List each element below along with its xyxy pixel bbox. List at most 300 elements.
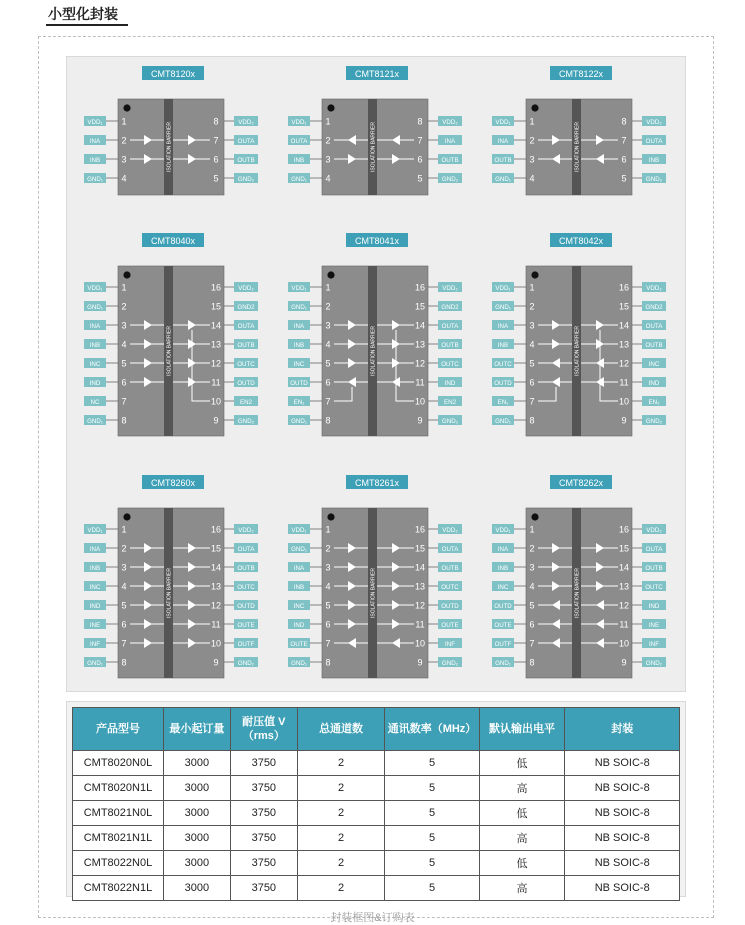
pin-label: OUTE bbox=[441, 621, 459, 629]
barrier-label: ISOLATION BARRIER bbox=[166, 326, 173, 376]
table-cell: 3750 bbox=[230, 851, 297, 876]
pin-number: 3 bbox=[325, 320, 331, 331]
pin-label: INB bbox=[89, 564, 101, 572]
pin-number: 14 bbox=[210, 320, 222, 331]
pin-number: 1 bbox=[529, 524, 535, 535]
pin-label: GND₂ bbox=[645, 659, 663, 667]
pin-number: 11 bbox=[415, 377, 425, 388]
pin-number: 16 bbox=[210, 282, 222, 293]
barrier-label: ISOLATION BARRIER bbox=[370, 568, 377, 618]
table-cell: 5 bbox=[385, 751, 479, 776]
table-cell: 3000 bbox=[163, 876, 230, 901]
pin-number: 2 bbox=[325, 543, 331, 554]
pin-number: 13 bbox=[618, 339, 630, 350]
figure-caption: 封装框图&订购表 bbox=[330, 912, 415, 924]
table-cell: 低 bbox=[479, 801, 565, 826]
pin-label: INA bbox=[497, 322, 509, 330]
table-row bbox=[73, 876, 680, 901]
package-cmt8120x bbox=[84, 66, 258, 195]
pin-number: 4 bbox=[325, 173, 331, 184]
pin-number: 4 bbox=[325, 581, 331, 592]
pin-number: 12 bbox=[618, 600, 630, 611]
pin-number: 8 bbox=[213, 116, 219, 127]
pin-label: OUTD bbox=[494, 379, 512, 387]
pin-label: GND2 bbox=[645, 303, 663, 311]
pin-number: 9 bbox=[417, 415, 423, 426]
pin-number: 2 bbox=[121, 135, 127, 146]
section-title: 小型化封装 bbox=[48, 6, 118, 22]
table-cell: CMT8020N0L bbox=[73, 751, 164, 776]
pin-number: 2 bbox=[121, 543, 127, 554]
pin-label: GND₁ bbox=[291, 545, 307, 553]
package-name: CMT8041x bbox=[354, 236, 400, 246]
pin-label: GND₂ bbox=[441, 175, 459, 183]
pin-number: 5 bbox=[621, 173, 627, 184]
pin-number: 1 bbox=[325, 282, 331, 293]
pin-label: GND₁ bbox=[87, 417, 103, 425]
pin-number: 11 bbox=[211, 377, 221, 388]
pin-number: 5 bbox=[529, 600, 535, 611]
pin-number: 5 bbox=[213, 173, 219, 184]
table-row bbox=[73, 776, 680, 801]
pin-label: VDD₂ bbox=[238, 284, 254, 292]
pin-label: OUTD bbox=[237, 602, 255, 610]
pin-label: OUTC bbox=[441, 360, 459, 368]
pin-number: 12 bbox=[414, 358, 426, 369]
table-cell: 2 bbox=[297, 776, 385, 801]
table-cell: CMT8021N1L bbox=[73, 826, 164, 851]
pin-number: 3 bbox=[121, 562, 127, 573]
pin-label: OUTA bbox=[441, 545, 459, 553]
pin-number: 14 bbox=[414, 320, 426, 331]
pin-number: 3 bbox=[325, 154, 331, 165]
table-cell: NB SOIC-8 bbox=[565, 851, 680, 876]
pin-number: 5 bbox=[325, 600, 331, 611]
pin-label: IND bbox=[89, 602, 101, 610]
pin-label: INC bbox=[497, 583, 509, 591]
table-cell: CMT8022N0L bbox=[73, 851, 164, 876]
pin-number: 13 bbox=[210, 339, 222, 350]
package-name: CMT8121x bbox=[354, 69, 400, 79]
pin-number: 11 bbox=[415, 619, 425, 630]
pin-label: INC bbox=[293, 602, 305, 610]
pin-number: 10 bbox=[414, 396, 426, 407]
pin-label: VDD₂ bbox=[442, 284, 458, 292]
pin-label: OUTE bbox=[494, 621, 512, 629]
pin-number: 5 bbox=[121, 600, 127, 611]
pin-number: 1 bbox=[529, 116, 535, 127]
pin-label: EN2 bbox=[239, 398, 253, 406]
pin-label: OUTA bbox=[645, 322, 663, 330]
barrier-label: ISOLATION BARRIER bbox=[574, 326, 581, 376]
pin-number: 6 bbox=[417, 154, 423, 165]
pin-number: 3 bbox=[529, 320, 535, 331]
pin-label: VDD₂ bbox=[646, 284, 662, 292]
column-header: 默认输出电平 bbox=[479, 708, 565, 751]
pin-number: 10 bbox=[210, 396, 222, 407]
barrier-label: ISOLATION BARRIER bbox=[370, 122, 377, 172]
pin-number: 14 bbox=[414, 562, 426, 573]
pin-label: INB bbox=[293, 341, 305, 349]
pin-label: VDD₂ bbox=[646, 526, 662, 534]
pin-number: 16 bbox=[210, 524, 222, 535]
pin-number: 8 bbox=[529, 657, 535, 668]
pin-number: 1 bbox=[121, 116, 127, 127]
pin-number: 7 bbox=[621, 135, 627, 146]
title-underline bbox=[46, 24, 128, 26]
pin-number: 16 bbox=[618, 282, 630, 293]
table-cell: 3000 bbox=[163, 801, 230, 826]
pin-label: GND₁ bbox=[495, 659, 511, 667]
package-name: CMT8120x bbox=[150, 69, 196, 79]
pin-number: 15 bbox=[414, 543, 426, 554]
pin-label: OUTB bbox=[441, 564, 459, 572]
pin-label: INC bbox=[89, 583, 101, 591]
pin-number: 1 bbox=[121, 282, 127, 293]
pin-label: VDD₁ bbox=[291, 284, 307, 292]
pin-label: VDD₂ bbox=[238, 526, 254, 534]
pin-number: 14 bbox=[210, 562, 222, 573]
pin-label: OUTB bbox=[441, 156, 459, 164]
pin-label: OUTC bbox=[645, 583, 663, 591]
pin-label: INE bbox=[648, 621, 660, 629]
pin-number: 6 bbox=[121, 377, 127, 388]
pin-number: 2 bbox=[325, 301, 331, 312]
pin-label: OUTE bbox=[237, 621, 255, 629]
pin-label: INA bbox=[89, 545, 101, 553]
pin-number: 13 bbox=[210, 581, 222, 592]
pin-label: VDD₁ bbox=[87, 118, 103, 126]
package-name: CMT8042x bbox=[558, 236, 604, 246]
pin-label: VDD₂ bbox=[238, 118, 254, 126]
pin1-dot bbox=[327, 104, 334, 111]
pin-label: OUTA bbox=[290, 137, 308, 145]
package-cmt8040x bbox=[84, 233, 258, 436]
pin-label: INE bbox=[89, 621, 101, 629]
table-cell: CMT8020N1L bbox=[73, 776, 164, 801]
pin-number: 12 bbox=[414, 600, 426, 611]
pin-label: OUTA bbox=[645, 545, 663, 553]
pin-number: 10 bbox=[618, 638, 630, 649]
pin-label: IND bbox=[293, 621, 305, 629]
pin-label: GND₂ bbox=[645, 175, 663, 183]
pin-label: VDD₂ bbox=[646, 118, 662, 126]
table-cell: NB SOIC-8 bbox=[565, 826, 680, 851]
pin-label: OUTF bbox=[494, 640, 512, 648]
table-cell: 高 bbox=[479, 776, 565, 801]
pin-number: 6 bbox=[529, 619, 535, 630]
table-cell: 高 bbox=[479, 876, 565, 901]
pin-label: GND₂ bbox=[237, 659, 255, 667]
pin-label: VDD₂ bbox=[442, 526, 458, 534]
pin-number: 7 bbox=[325, 396, 331, 407]
pin-label: GND₂ bbox=[441, 659, 459, 667]
pin-number: 15 bbox=[210, 301, 222, 312]
pin-number: 15 bbox=[618, 301, 630, 312]
pin-number: 1 bbox=[121, 524, 127, 535]
table-cell: NB SOIC-8 bbox=[565, 801, 680, 826]
pin-number: 11 bbox=[619, 619, 629, 630]
pin-number: 8 bbox=[325, 657, 331, 668]
pin-label: OUTB bbox=[645, 564, 663, 572]
pin-label: IND bbox=[444, 379, 456, 387]
table-cell: 2 bbox=[297, 876, 385, 901]
pin-label: INB bbox=[89, 156, 101, 164]
pin-number: 14 bbox=[618, 562, 630, 573]
table-cell: NB SOIC-8 bbox=[565, 751, 680, 776]
pin-number: 1 bbox=[325, 116, 331, 127]
barrier-label: ISOLATION BARRIER bbox=[574, 122, 581, 172]
pin-label: GND2 bbox=[441, 303, 459, 311]
pin-number: 13 bbox=[414, 581, 426, 592]
pin-label: OUTA bbox=[237, 545, 255, 553]
pin-label: EN₁ bbox=[497, 398, 509, 406]
pin-number: 4 bbox=[529, 173, 535, 184]
table-row bbox=[73, 801, 680, 826]
pin-label: GND₁ bbox=[291, 303, 307, 311]
package-cmt8042x bbox=[492, 233, 666, 436]
table-row bbox=[73, 826, 680, 851]
pin-label: INA bbox=[293, 322, 305, 330]
pin1-dot bbox=[123, 104, 130, 111]
pin-label: EN₂ bbox=[648, 398, 660, 406]
pin-number: 3 bbox=[121, 154, 127, 165]
table-cell: 3000 bbox=[163, 751, 230, 776]
table-cell: NB SOIC-8 bbox=[565, 776, 680, 801]
package-cmt8261x bbox=[288, 475, 462, 678]
pin-label: GND₁ bbox=[495, 303, 511, 311]
pin-number: 15 bbox=[414, 301, 426, 312]
pin-label: GND₁ bbox=[87, 659, 103, 667]
column-header: 封装 bbox=[565, 708, 680, 751]
pin-number: 7 bbox=[325, 638, 331, 649]
package-cmt8041x bbox=[288, 233, 462, 436]
pin-number: 13 bbox=[414, 339, 426, 350]
pin-label: GND₁ bbox=[291, 417, 307, 425]
pin-number: 8 bbox=[529, 415, 535, 426]
table-cell: 3750 bbox=[230, 876, 297, 901]
pin-number: 7 bbox=[213, 135, 219, 146]
pin-label: INB bbox=[293, 156, 305, 164]
pin-label: INB bbox=[89, 341, 101, 349]
table-cell: 3750 bbox=[230, 776, 297, 801]
pin-label: OUTA bbox=[237, 322, 255, 330]
pin-label: OUTB bbox=[237, 156, 255, 164]
table-cell: 2 bbox=[297, 751, 385, 776]
pin-label: IND bbox=[648, 379, 660, 387]
table-cell: 5 bbox=[385, 776, 479, 801]
table-cell: 3000 bbox=[163, 776, 230, 801]
pin-number: 16 bbox=[414, 282, 426, 293]
pin-label: IND bbox=[89, 379, 101, 387]
pin-number: 6 bbox=[121, 619, 127, 630]
pin-number: 5 bbox=[121, 358, 127, 369]
table-cell: 低 bbox=[479, 851, 565, 876]
pin-label: OUTF bbox=[237, 640, 255, 648]
pin-number: 14 bbox=[618, 320, 630, 331]
pin-label: INA bbox=[497, 545, 509, 553]
table-row bbox=[73, 851, 680, 876]
pin-number: 12 bbox=[210, 600, 222, 611]
pin-label: OUTC bbox=[441, 583, 459, 591]
pin-number: 5 bbox=[529, 358, 535, 369]
pin-label: VDD₁ bbox=[495, 284, 511, 292]
pin-label: OUTD bbox=[441, 602, 459, 610]
pin-label: INA bbox=[444, 137, 456, 145]
pin-number: 9 bbox=[621, 415, 627, 426]
pin-number: 4 bbox=[121, 339, 127, 350]
table-cell: 3000 bbox=[163, 851, 230, 876]
pin-number: 6 bbox=[529, 377, 535, 388]
pin1-dot bbox=[123, 513, 130, 520]
pin-label: GND₂ bbox=[237, 417, 255, 425]
ordering-table-panel bbox=[66, 701, 686, 897]
pin-number: 3 bbox=[325, 562, 331, 573]
pin-label: OUTD bbox=[494, 602, 512, 610]
package-diagrams bbox=[67, 57, 685, 691]
pin-label: INA bbox=[293, 564, 305, 572]
pin-label: OUTB bbox=[645, 341, 663, 349]
pin-label: GND₂ bbox=[645, 417, 663, 425]
pin-label: INF bbox=[90, 640, 100, 648]
pin-label: NC bbox=[90, 398, 100, 406]
pin1-dot bbox=[531, 271, 538, 278]
pin-number: 3 bbox=[121, 320, 127, 331]
package-name: CMT8122x bbox=[558, 69, 604, 79]
table-cell: 3750 bbox=[230, 801, 297, 826]
pin-label: OUTB bbox=[237, 564, 255, 572]
package-cmt8122x bbox=[492, 66, 666, 195]
package-name: CMT8261x bbox=[354, 478, 400, 488]
table-header-row bbox=[73, 708, 680, 751]
pin-label: OUTE bbox=[290, 640, 308, 648]
table-cell: 2 bbox=[297, 826, 385, 851]
pin-number: 2 bbox=[529, 135, 535, 146]
pin-label: VDD₁ bbox=[291, 526, 307, 534]
pin-number: 5 bbox=[325, 358, 331, 369]
pin-label: INF bbox=[445, 640, 455, 648]
pin-number: 6 bbox=[325, 619, 331, 630]
pin-number: 4 bbox=[529, 339, 535, 350]
pin-label: OUTB bbox=[441, 341, 459, 349]
pin-number: 8 bbox=[325, 415, 331, 426]
pin-label: INB bbox=[497, 564, 509, 572]
pin-number: 8 bbox=[417, 116, 423, 127]
pin-label: GND₁ bbox=[495, 175, 511, 183]
pin-label: IND bbox=[648, 602, 660, 610]
barrier-label: ISOLATION BARRIER bbox=[574, 568, 581, 618]
pin-number: 7 bbox=[529, 638, 535, 649]
table-cell: 高 bbox=[479, 826, 565, 851]
pin-number: 10 bbox=[618, 396, 630, 407]
pin-number: 3 bbox=[529, 562, 535, 573]
pin-number: 13 bbox=[618, 581, 630, 592]
pin-label: INA bbox=[497, 137, 509, 145]
pin-label: INF bbox=[649, 640, 659, 648]
pin-number: 4 bbox=[529, 581, 535, 592]
table-cell: 5 bbox=[385, 801, 479, 826]
table-cell: NB SOIC-8 bbox=[565, 876, 680, 901]
column-header: 通讯数率（MHz） bbox=[385, 708, 479, 751]
pin-label: GND₁ bbox=[291, 659, 307, 667]
pin-number: 8 bbox=[121, 657, 127, 668]
pin-number: 1 bbox=[325, 524, 331, 535]
pin-number: 4 bbox=[121, 581, 127, 592]
pin-number: 12 bbox=[210, 358, 222, 369]
pin-label: INB bbox=[293, 583, 305, 591]
pin-label: OUTD bbox=[290, 379, 308, 387]
pin-label: OUTC bbox=[494, 360, 512, 368]
pin-label: INC bbox=[89, 360, 101, 368]
pin1-dot bbox=[327, 271, 334, 278]
pin-number: 8 bbox=[121, 415, 127, 426]
pin1-dot bbox=[123, 271, 130, 278]
pin-label: INA bbox=[89, 322, 101, 330]
pin-number: 2 bbox=[529, 543, 535, 554]
table-cell: 5 bbox=[385, 851, 479, 876]
pin-number: 10 bbox=[414, 638, 426, 649]
pin-label: OUTA bbox=[441, 322, 459, 330]
pin-label: GND₂ bbox=[441, 417, 459, 425]
package-cmt8262x bbox=[492, 475, 666, 678]
pin1-dot bbox=[531, 104, 538, 111]
pin-number: 9 bbox=[621, 657, 627, 668]
column-header: 耐压值 V （rms） bbox=[230, 708, 297, 751]
pin-label: GND₁ bbox=[495, 417, 511, 425]
barrier-label: ISOLATION BARRIER bbox=[166, 568, 173, 618]
pin-label: OUTD bbox=[237, 379, 255, 387]
table-cell: 3750 bbox=[230, 826, 297, 851]
pin-label: OUTB bbox=[494, 156, 512, 164]
table-cell: CMT8021N0L bbox=[73, 801, 164, 826]
pin-label: OUTA bbox=[645, 137, 663, 145]
package-cmt8121x bbox=[288, 66, 462, 195]
pin-label: OUTA bbox=[237, 137, 255, 145]
pin-label: GND₁ bbox=[291, 175, 307, 183]
pin1-dot bbox=[327, 513, 334, 520]
pin-label: GND2 bbox=[237, 303, 255, 311]
barrier-label: ISOLATION BARRIER bbox=[370, 326, 377, 376]
pin-number: 8 bbox=[621, 116, 627, 127]
pin-number: 6 bbox=[621, 154, 627, 165]
ordering-table bbox=[72, 707, 680, 901]
pin-number: 6 bbox=[213, 154, 219, 165]
pin-label: OUTC bbox=[237, 583, 255, 591]
column-header: 总通道数 bbox=[297, 708, 385, 751]
pin-label: INB bbox=[497, 341, 509, 349]
pin-number: 16 bbox=[414, 524, 426, 535]
pin-label: VDD₁ bbox=[495, 526, 511, 534]
pin-label: VDD₁ bbox=[291, 118, 307, 126]
pin-number: 16 bbox=[618, 524, 630, 535]
column-header: 产品型号 bbox=[73, 708, 164, 751]
package-name: CMT8262x bbox=[558, 478, 604, 488]
pin-number: 7 bbox=[529, 396, 535, 407]
pin-number: 11 bbox=[619, 377, 629, 388]
pin-label: VDD₂ bbox=[442, 118, 458, 126]
pin1-dot bbox=[531, 513, 538, 520]
pin-label: OUTB bbox=[237, 341, 255, 349]
pin-label: INB bbox=[648, 156, 660, 164]
pin-number: 6 bbox=[325, 377, 331, 388]
pin-number: 2 bbox=[325, 135, 331, 146]
pin-number: 15 bbox=[210, 543, 222, 554]
pin-label: VDD₁ bbox=[87, 526, 103, 534]
pin-label: EN2 bbox=[443, 398, 457, 406]
pin-label: INC bbox=[293, 360, 305, 368]
pin-number: 9 bbox=[417, 657, 423, 668]
table-cell: 3750 bbox=[230, 751, 297, 776]
